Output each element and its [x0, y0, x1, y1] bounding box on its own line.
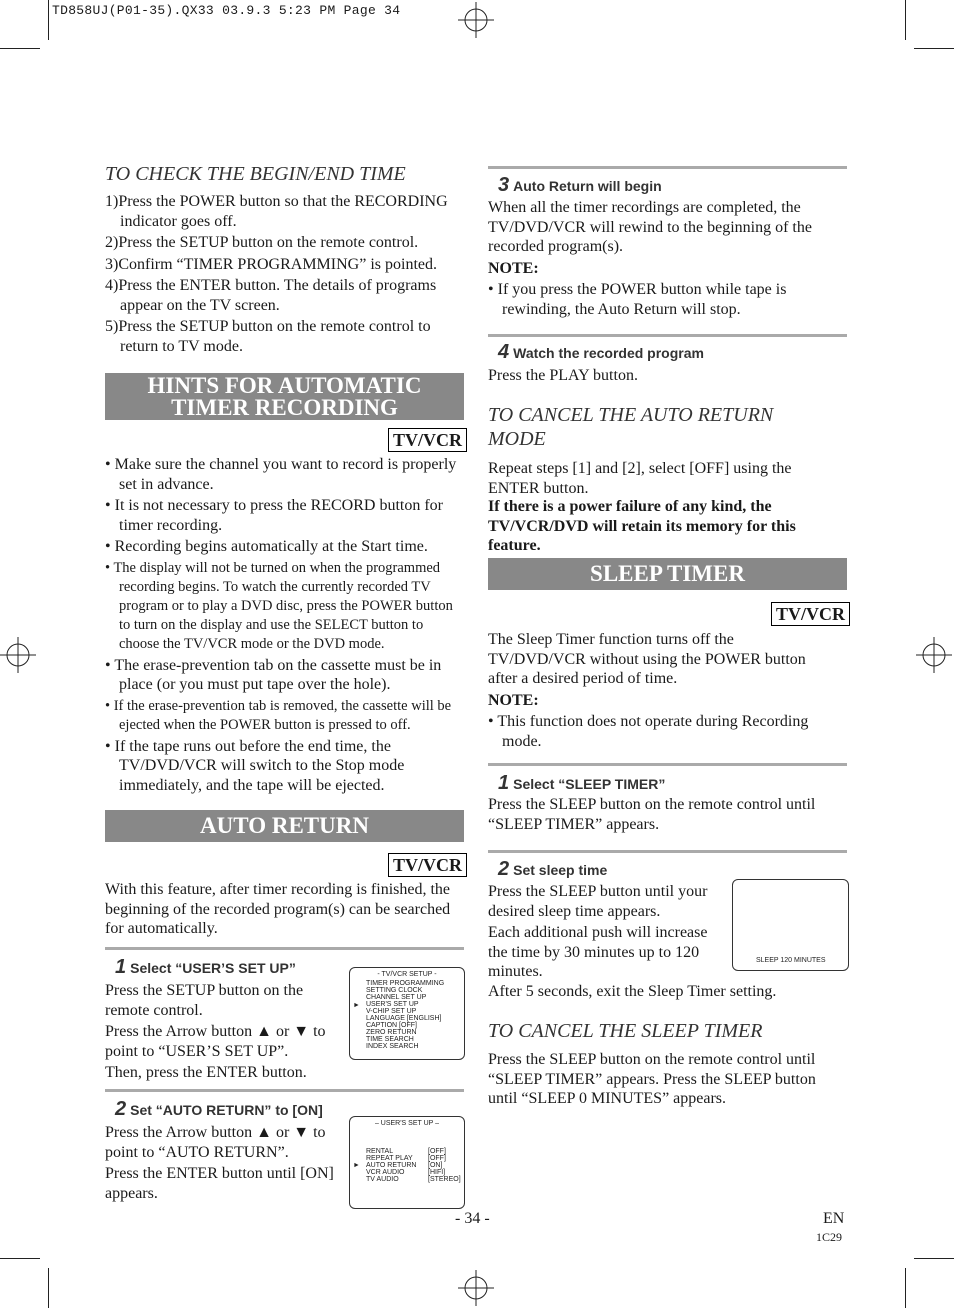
sleep-note: • This function does not operate during Recording mode. — [488, 713, 809, 750]
registration-mark-icon — [916, 637, 952, 673]
note-label: NOTE: — [488, 691, 539, 709]
sleep-screen-text: SLEEP 120 MINUTES — [756, 957, 826, 964]
crop-mark — [905, 1268, 906, 1308]
step2-text: Press the ENTER button until [ON] appears. — [105, 1165, 334, 1202]
revision-code: 1C29 — [816, 1230, 843, 1244]
screen-menu — [366, 980, 444, 1050]
screen-values — [428, 1148, 461, 1183]
check-step: 4)Press the ENTER button. The details of programs appear on the TV screen. — [105, 277, 437, 314]
check-step: 1)Press the POWER button so that the RECORDING indicator goes off. — [105, 193, 448, 230]
hint-item: • If the tape runs out before the end time, the TV/DVD/VCR will switch to the Stop mode immediately, and the tape will be ejected. — [105, 737, 405, 794]
step1-heading: 1 Select “USER’S SET UP” — [115, 956, 296, 978]
sleep-timer-banner: SLEEP TIMER — [488, 558, 847, 590]
menu-item: INDEX SEARCH — [366, 1043, 419, 1050]
step1-text: Then, press the ENTER button. — [105, 1064, 307, 1081]
divider — [105, 947, 464, 950]
page-number: - 34 - — [455, 1210, 490, 1227]
sleep-intro-block — [488, 630, 833, 753]
cancel-sleep-title: TO CANCEL THE SLEEP TIMER — [488, 1020, 763, 1042]
divider — [105, 1089, 464, 1092]
sleep-step2-heading: 2 Set sleep time — [498, 858, 608, 880]
divider — [488, 166, 847, 169]
menu-item: ZERO RETURN — [366, 1029, 417, 1036]
registration-mark-icon — [0, 637, 36, 673]
crop-mark — [905, 0, 906, 40]
auto-intro: With this feature, after timer recording is finished, the beginning of the recorded program(s) can be searched for automatically. — [105, 881, 451, 937]
check-step: 3)Confirm “TIMER PROGRAMMING” is pointed. — [105, 255, 437, 273]
hints-banner-line: TIMER RECORDING — [171, 395, 398, 420]
note-label: NOTE: — [488, 259, 539, 277]
menu-value: [OFF] — [428, 1155, 446, 1162]
step1-body — [105, 981, 337, 1085]
registration-mark-icon — [458, 2, 494, 38]
menu-value: [ON] — [428, 1162, 443, 1169]
auto-return-badge: TV/VCR — [388, 853, 467, 877]
screen-title: – USER'S SET UP – — [374, 1120, 440, 1127]
hint-item: • Recording begins automatically at the Start time. — [105, 538, 428, 555]
sleep-step2-exit: After 5 seconds, exit the Sleep Timer setting. — [488, 983, 777, 1000]
hint-item: • The display will not be turned on when the programmed recording begins. To watch the currently recorded TV program or to play a DVD disc, press the POWER button to turn on the display and use the SELECT button to choose the TV/VCR mode or the DVD mode. — [105, 559, 453, 652]
cursor-icon: ► — [353, 1162, 360, 1169]
step4-text: Press the PLAY button. — [488, 367, 638, 384]
sleep-step1-heading: 1 Select “SLEEP TIMER” — [498, 772, 666, 794]
hint-item: • Make sure the channel you want to record is properly set in advance. — [105, 456, 457, 493]
cancel-sleep-section — [488, 1019, 848, 1111]
divider — [488, 850, 847, 853]
power-failure-note: If there is a power failure of any kind, the TV/VCR/DVD will retain its memory for this feature. — [488, 498, 796, 554]
auto-return-banner: AUTO RETURN — [105, 810, 464, 842]
check-section — [105, 162, 465, 358]
crop-mark — [0, 48, 40, 49]
check-step: 2)Press the SETUP button on the remote control. — [105, 234, 419, 251]
step3-text: When all the timer recordings are completed, the TV/DVD/VCR will rewind to the beginning of the recorded program(s). — [488, 199, 812, 255]
check-title: TO CHECK THE BEGIN/END TIME — [105, 163, 406, 185]
sleep-step1-text: Press the SLEEP button on the remote control until “SLEEP TIMER” appears. — [488, 796, 816, 833]
header-slug: TD858UJ(P01-35).QX33 03.9.3 5:23 PM Page 34 — [52, 3, 401, 18]
cancel-auto-text: Repeat steps [1] and [2], select [OFF] using the ENTER button. — [488, 460, 792, 497]
step3-heading: 3 Auto Return will begin — [498, 174, 662, 196]
sleep-timer-badge: TV/VCR — [771, 602, 850, 626]
menu-item: REPEAT PLAY — [366, 1155, 413, 1162]
crop-mark — [914, 48, 954, 49]
language-code: EN — [823, 1210, 845, 1227]
hint-item: • The erase-prevention tab on the cassette must be in place (or you must put tape over the hole). — [105, 656, 442, 693]
step2-text: Press the Arrow button ▲ or ▼ to point to “AUTO RETURN”. — [105, 1124, 326, 1161]
step4-heading: 4 Watch the recorded program — [498, 341, 704, 363]
hint-item: • It is not necessary to press the RECORD button for timer recording. — [105, 497, 444, 534]
sleep-screen — [732, 879, 849, 971]
hints-banner-line: HINTS FOR AUTOMATIC — [147, 373, 422, 398]
divider — [488, 334, 847, 337]
menu-value: [HIFI] — [428, 1169, 446, 1176]
menu-item: TIME SEARCH — [366, 1036, 414, 1043]
menu-item: USER'S SET UP — [366, 1001, 419, 1008]
step1-text: Press the SETUP button on the remote control. — [105, 982, 304, 1019]
cursor-icon: ► — [353, 1002, 360, 1009]
hint-item: • If the erase-prevention tab is removed, the cassette will be ejected when the POWER button is pressed to off. — [105, 697, 452, 733]
crop-mark — [914, 1258, 954, 1259]
tv-vcr-setup-screen — [349, 967, 465, 1060]
hints-list — [105, 455, 465, 797]
sleep-intro: The Sleep Timer function turns off the TV/DVD/VCR without using the POWER button after a desired period of time. — [488, 631, 806, 687]
users-setup-screen — [349, 1116, 465, 1209]
sleep-step2-text: Press the SLEEP button until your desired sleep time appears. — [488, 883, 708, 920]
menu-item: VCR AUDIO — [366, 1169, 405, 1176]
check-step: 5)Press the SETUP button on the remote control to return to TV mode. — [105, 318, 431, 355]
crop-mark — [48, 1268, 49, 1308]
step2-heading: 2 Set “AUTO RETURN” to [ON] — [115, 1098, 323, 1120]
menu-item: RENTAL — [366, 1148, 394, 1155]
menu-item: CAPTION [OFF] — [366, 1022, 417, 1029]
divider — [488, 763, 847, 766]
menu-value: [OFF] — [428, 1148, 446, 1155]
cancel-auto-title: TO CANCEL THE AUTO RETURN MODE — [488, 404, 774, 450]
registration-mark-icon — [458, 1270, 494, 1306]
cancel-sleep-text: Press the SLEEP button on the remote control until “SLEEP TIMER” appears. Press the SLEEP button until “SLEEP 0 MINUTES” appears. — [488, 1051, 816, 1107]
step2-body — [105, 1123, 345, 1205]
hints-banner — [105, 373, 464, 420]
step1-text: Press the Arrow button ▲ or ▼ to point to “USER’S SET UP”. — [105, 1023, 326, 1060]
sleep-step2-text: Each additional push will increase the time by 30 minutes up to 120 minutes. — [488, 924, 708, 980]
cancel-auto-section — [488, 403, 818, 500]
screen-labels — [366, 1148, 416, 1183]
menu-item: CHANNEL SET UP — [366, 994, 427, 1001]
menu-item: AUTO RETURN — [366, 1162, 417, 1169]
step3-body — [488, 198, 848, 321]
menu-item: V-CHIP SET UP — [366, 1008, 417, 1015]
hints-badge: TV/VCR — [388, 428, 467, 452]
menu-value: [STEREO] — [428, 1176, 461, 1183]
step3-note: • If you press the POWER button while tape is rewinding, the Auto Return will stop. — [488, 281, 787, 318]
crop-mark — [48, 0, 49, 40]
menu-item: SETTING CLOCK — [366, 987, 423, 994]
crop-mark — [0, 1258, 40, 1259]
menu-item: LANGUAGE [ENGLISH] — [366, 1015, 442, 1022]
sleep-step2-body — [488, 882, 726, 984]
screen-title: - TV/VCR SETUP - — [377, 971, 437, 978]
menu-item: TIMER PROGRAMMING — [366, 980, 445, 987]
menu-item: TV AUDIO — [366, 1176, 399, 1183]
